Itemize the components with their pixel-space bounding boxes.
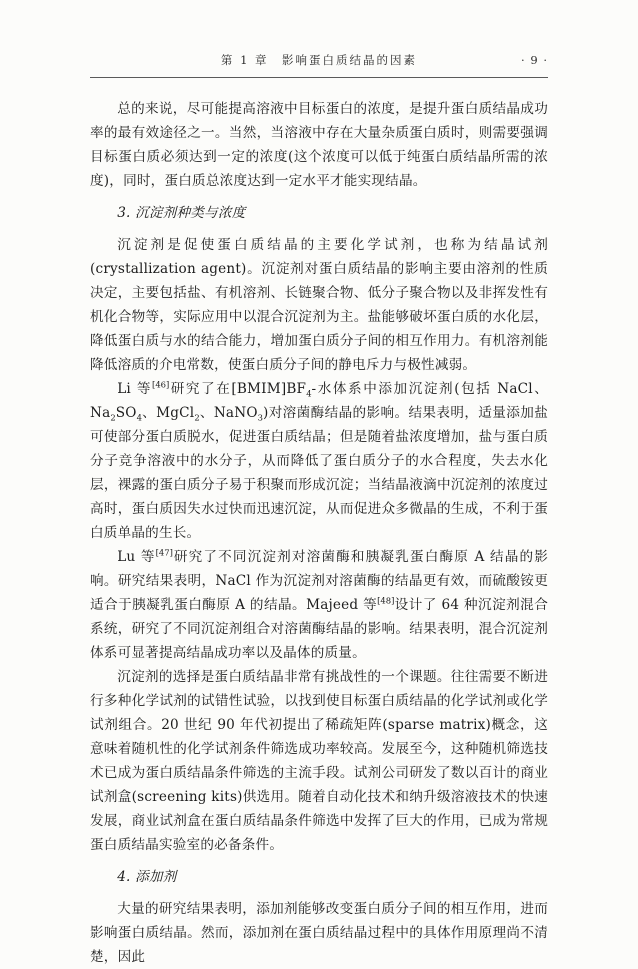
chemical-subscript: 2 (110, 412, 116, 423)
page-number: · 9 · (521, 53, 548, 67)
header-rule (90, 77, 548, 78)
section-heading (90, 201, 548, 225)
text-run: 沉淀剂是促使蛋白质结晶的主要化学试剂，也称为结晶试剂(crystallization agent)。沉淀剂对蛋白质结晶的影响主要由溶剂的性质决定，主要包括盐、有机溶剂、长链聚合物、低分子聚合物以及非挥发性有机化合物等，实际应用中以混合沉淀剂为主。盐能够破坏蛋白质的水化层，降低蛋白质与水的结合能力，增加蛋白质分子间的相互作用力。有机溶剂能降低溶质的介电常数，使蛋白质分子间的静电斥力与极性减弱。 (90, 237, 548, 373)
text-run: 研究了在[BMIM]BF (169, 381, 307, 397)
content (90, 97, 548, 969)
text-run: 研究了不同沉淀剂对溶菌酶和胰凝乳蛋白酶原 A 结晶的影响。研究结果表明，NaCl 作为沉淀剂对溶菌酶的结晶更有效，而硫酸铵更适合于胰凝乳蛋白酶原 A 的结晶。Majeed 等 (90, 549, 548, 613)
text-run: 、MgCl (141, 405, 195, 421)
chemical-subscript: 4 (136, 412, 142, 423)
text-run: 3. 沉淀剂种类与浓度 (117, 205, 246, 221)
chemical-subscript: 3 (257, 412, 264, 423)
section-heading (90, 865, 548, 889)
paragraph (90, 665, 548, 857)
chapter-title: 第 1 章 影响蛋白质结晶的因素 (220, 53, 418, 67)
chemical-subscript: 4 (306, 388, 312, 399)
paragraph (90, 233, 548, 377)
text-run: 设计了 64 种沉淀剂混合系统，研究了不同沉淀剂组合对溶菌酶结晶的影响。结果表明，混合沉淀剂体系可显著提高结晶成功率以及晶体的质量。 (90, 597, 548, 661)
text-run: 、NaNO (199, 405, 258, 421)
text-run: 总的来说，尽可能提高溶液中目标蛋白的浓度，是提升蛋白质结晶成功率的最有效途径之一。当然，当溶液中存在大量杂质蛋白质时，则需要强调目标蛋白质必须达到一定的浓度(这个浓度可以低于纯蛋白质结晶所需的浓度)，同时，蛋白质总浓度达到一定水平才能实现结晶。 (90, 101, 548, 189)
citation-ref: [47] (155, 547, 173, 558)
text-run: -水体系中添加沉淀剂(包括 NaCl、Na (90, 381, 548, 421)
text-run: 大量的研究结果表明，添加剂能够改变蛋白质分子间的相互作用，进而影响蛋白质结晶。然而，添加剂在蛋白质结晶过程中的具体作用原理尚不清楚，因此 (90, 901, 548, 965)
text-run: 4. 添加剂 (117, 869, 177, 885)
chemical-subscript: 2 (194, 412, 200, 423)
text-run: Lu 等 (117, 549, 156, 565)
page-header (90, 52, 548, 70)
text-run: )对溶菌酶结晶的影响。结果表明，适量添加盐可使部分蛋白质脱水，促进蛋白质结晶；但是随着盐浓度增加，盐与蛋白质分子竞争溶液中的水分子，从而降低了蛋白质分子的水合程度，失去水化层，裸露的蛋白质分子易于积聚而形成沉淀；当结晶液滴中沉淀剂的浓度过高时，蛋白质因失水过快而迅速沉淀，从而促进众多微晶的生成，不利于蛋白质单晶的生长。 (90, 405, 548, 541)
paragraph (90, 97, 548, 193)
text-run: SO (115, 405, 137, 421)
paragraph (90, 897, 548, 969)
text-run: 沉淀剂的选择是蛋白质结晶非常有挑战性的一个课题。往往需要不断进行多种化学试剂的试错性试验，以找到使目标蛋白质结晶的化学试剂或化学试剂组合。20 世纪 90 年代初提出了稀疏矩阵(sparse matrix)概念，这意味着随机性的化学试剂条件筛选成功率较高。发展至今，这种随机筛选技术已成为蛋白质结晶条件筛选的主流手段。试剂公司研发了数以百计的商业试剂盒(screening kits)供选用。随着自动化技术和纳升级溶液技术的快速发展，商业试剂盒在蛋白质结晶条件筛选中发挥了巨大的作用，已成为常规蛋白质结晶实验室的必备条件。 (90, 669, 548, 853)
citation-ref: [48] (377, 595, 395, 606)
paragraph (90, 377, 548, 545)
citation-ref: [46] (152, 379, 170, 390)
text-run: Li 等 (117, 381, 153, 397)
paragraph (90, 545, 548, 665)
